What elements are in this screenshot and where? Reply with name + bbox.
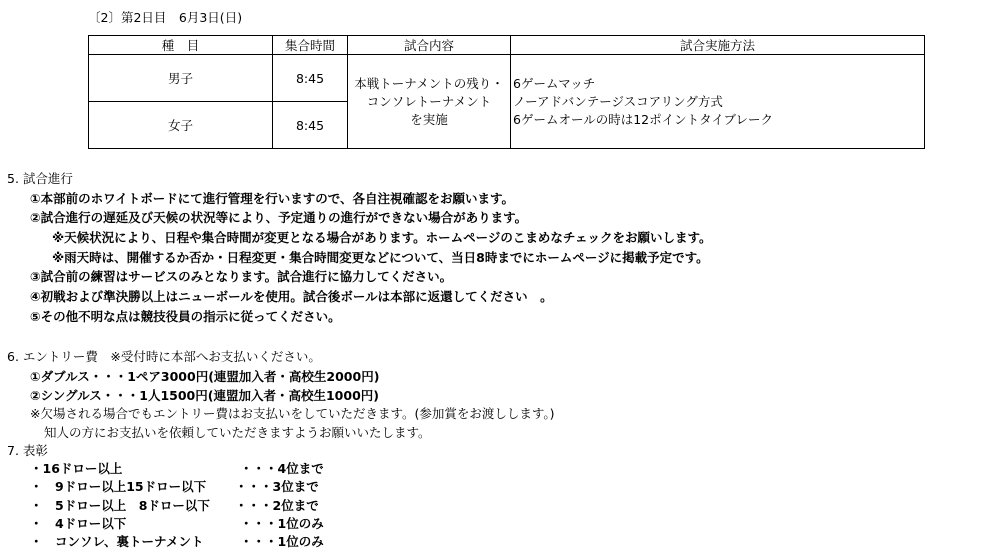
note-item: ※欠場される場合でもエントリー費はお支払いをしていただきます。(参加賞をお渡しします。) — [30, 406, 555, 421]
list-item: ①本部前のホワイトボードにて進行管理を行いますので、各自注視確認をお願います。 — [30, 191, 514, 206]
note-item: ※天候状況により、日程や集合時間が変更となる場合があります。ホームページのこまめなチェックをお願いします。 — [52, 230, 712, 245]
day-heading: 〔2〕第2日目 6月3日(日) — [88, 10, 243, 25]
award-label: ・16ドロー以上 — [30, 461, 123, 476]
award-value: ・・・4位まで — [240, 461, 324, 476]
list-item: ⑤その他不明な点は競技役員の指示に従ってください。 — [30, 309, 341, 324]
header-content: 試合内容 — [348, 36, 511, 55]
header-time: 集合時間 — [273, 36, 348, 55]
content-line: 本戦トーナメントの残り・ — [354, 75, 504, 91]
list-item: ④初戦および準決勝以上はニューボールを使用。試合後ボールは本部に返還してください 。 — [30, 289, 553, 304]
award-label: ・ 5ドロー以上 8ドロー以下 — [30, 498, 210, 513]
section-title: 6. エントリー費 ※受付時に本部へお支払いください。 — [7, 349, 321, 364]
award-value: ・・・3位まで — [235, 479, 319, 494]
header-category: 種 目 — [89, 36, 273, 55]
list-item: ③試合前の練習はサービスのみとなります。試合進行に協力してください。 — [30, 269, 453, 284]
method-line: 6ゲームオールの時は12ポイントタイブレーク — [513, 111, 773, 127]
method-cell — [511, 55, 925, 149]
content-cell — [348, 55, 511, 149]
note-item: ※雨天時は、開催するか否か・日程変更・集合時間変更などについて、当日8時までにホームページに掲載予定です。 — [52, 250, 709, 265]
award-value: ・・・1位のみ — [240, 516, 324, 531]
list-item: ②試合進行の遅延及び天候の状況等により、予定通りの進行ができない場合があります。 — [30, 210, 528, 225]
award-label: ・ 4ドロー以下 — [30, 516, 127, 531]
award-label: ・ 9ドロー以上15ドロー以下 — [30, 479, 207, 494]
section-title: 7. 表彰 — [7, 443, 48, 458]
section-title: 5. 試合進行 — [7, 171, 73, 186]
time-cell: 8:45 — [273, 102, 348, 149]
content-line: を実施 — [410, 111, 448, 127]
award-value: ・・・1位のみ — [240, 534, 324, 549]
time-cell: 8:45 — [273, 55, 348, 102]
category-cell: 男子 — [89, 55, 273, 102]
category-cell: 女子 — [89, 102, 273, 149]
note-item: 知人の方にお支払いを依頼していただきますようお願いいたします。 — [44, 425, 431, 440]
table-row — [89, 55, 925, 102]
list-item: ②シングルス・・・1人1500円(連盟加入者・高校生1000円) — [30, 388, 379, 403]
method-line: 6ゲームマッチ — [513, 75, 596, 91]
table-header-row — [89, 36, 925, 55]
header-method: 試合実施方法 — [511, 36, 925, 55]
award-value: ・・・2位まで — [235, 498, 319, 513]
list-item: ①ダブルス・・・1ペア3000円(連盟加入者・高校生2000円) — [30, 369, 380, 384]
content-line: コンソレトーナメント — [366, 93, 492, 109]
method-line: ノーアドバンテージスコアリング方式 — [513, 93, 723, 109]
award-label: ・ コンソレ、裏トーナメント — [30, 534, 204, 549]
schedule-table — [88, 35, 925, 149]
